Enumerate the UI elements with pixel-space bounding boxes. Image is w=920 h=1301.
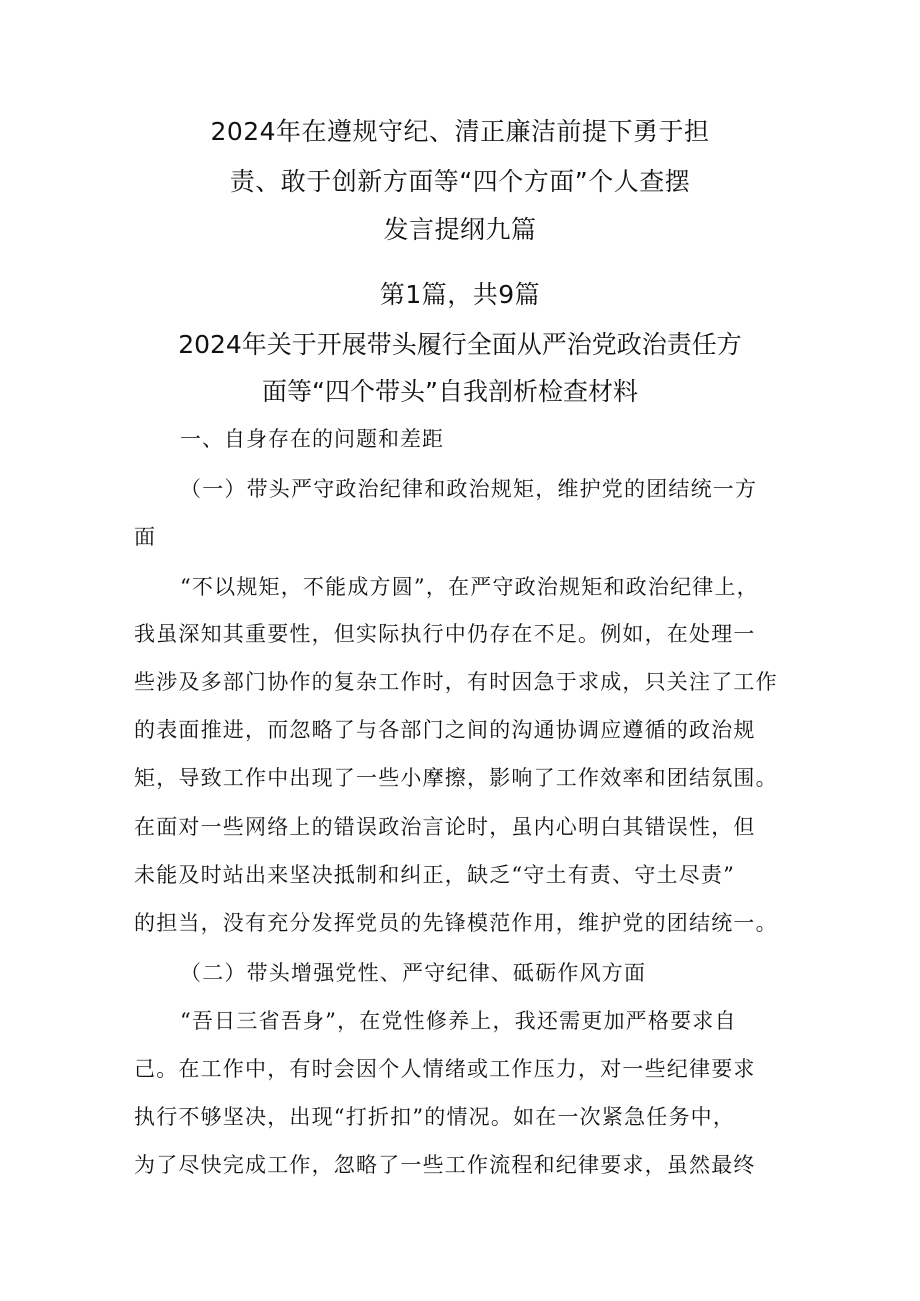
- body-line: （一）带头严守政治纪律和政治规矩，维护党的团结统一方: [180, 477, 758, 501]
- document-title-line-3: 发言提纲九篇: [383, 215, 537, 244]
- body-line: 的表面推进，而忽略了与各部门之间的沟通协调应遵循的政治规: [134, 718, 756, 742]
- body-line: 矩，导致工作中出现了一些小摩擦，影响了工作效率和团结氛围。: [134, 766, 778, 790]
- subtitle-line-2: 面等“四个带头”自我剖析检查材料: [262, 377, 638, 406]
- document-title-line-2: 责、敢于创新方面等“四个方面”个人查摆: [229, 167, 691, 196]
- body-line: 己。在工作中，有时会因个人情绪或工作压力，对一些纪律要求: [134, 1057, 756, 1081]
- body-line: （二）带头增强党性、严守纪律、砥砺作风方面: [180, 961, 647, 985]
- body-line: “吾日三省吾身”，在党性修养上，我还需更加严格要求自: [180, 1009, 737, 1033]
- body-line: “不以规矩，不能成方圆”，在严守政治规矩和政治纪律上，: [180, 575, 759, 599]
- body-line: 面: [134, 525, 157, 549]
- section-heading: 一、自身存在的问题和差距: [180, 427, 444, 451]
- body-line: 些涉及多部门协作的复杂工作时，有时因急于求成，只关注了工作: [134, 670, 778, 694]
- part-label: 第1篇，共9篇: [379, 280, 541, 309]
- body-line: 的担当，没有充分发挥党员的先锋模范作用，维护党的团结统一。: [134, 911, 778, 935]
- body-line: 为了尽快完成工作，忽略了一些工作流程和纪律要求，虽然最终: [134, 1153, 756, 1177]
- body-line: 未能及时站出来坚决抵制和纠正，缺乏“守土有责、守土尽责”: [134, 863, 736, 887]
- body-line: 我虽深知其重要性，但实际执行中仍存在不足。例如，在处理一: [134, 622, 756, 646]
- document-title-line-1: 2024年在遵规守纪、清正廉洁前提下勇于担: [210, 117, 710, 146]
- body-line: 在面对一些网络上的错误政治言论时，虽内心明白其错误性，但: [134, 815, 756, 839]
- subtitle-line-1: 2024年关于开展带头履行全面从严治党政治责任方: [178, 330, 742, 359]
- body-line: 执行不够坚决，出现“打折扣”的情况。如在一次紧急任务中，: [134, 1105, 736, 1129]
